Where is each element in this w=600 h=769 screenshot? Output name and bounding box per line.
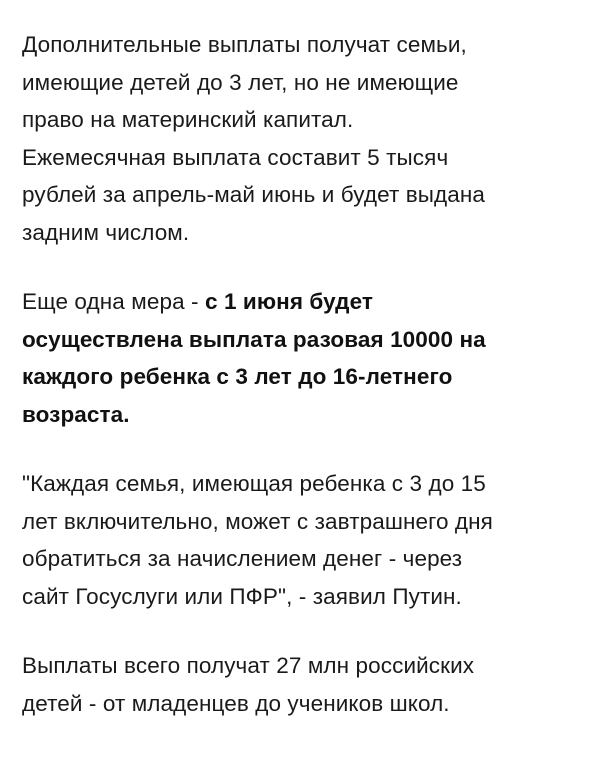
text-line: рублей за апрель-май июнь и будет выдана bbox=[22, 182, 486, 207]
text-line: лет включительно, может с завтрашнего дня bbox=[22, 508, 493, 534]
text-line: имеющие детей до 3 лет, но не имеющие bbox=[22, 69, 459, 95]
text-line: право на материнский капитал. bbox=[22, 107, 354, 132]
article-body bbox=[22, 26, 582, 754]
text-line: обратиться за начислением денег - через bbox=[22, 546, 463, 571]
text-line: сайт Госуслуги или ПФР", - заявил Путин. bbox=[22, 583, 462, 609]
text-line: "Каждая семья, имеющая ребенка с 3 до 15 bbox=[22, 471, 486, 496]
text-line: Дополнительные выплаты получат семьи, bbox=[22, 32, 467, 57]
paragraph-family-payments bbox=[22, 26, 582, 251]
text-line: Выплаты всего получат 27 млн российских bbox=[22, 653, 475, 678]
text-line: Ежемесячная выплата составит 5 тысяч bbox=[22, 144, 449, 170]
paragraph-recipients bbox=[22, 647, 582, 722]
text-line bbox=[22, 283, 582, 321]
bold-text: с 1 июня будет bbox=[204, 289, 374, 314]
paragraph-one-time-payment bbox=[22, 283, 582, 433]
bold-text-line: каждого ребенка с 3 лет до 16-летнего bbox=[22, 364, 453, 389]
bold-text-line: возраста. bbox=[22, 401, 130, 427]
bold-text-line: осуществлена выплата разовая 10000 на bbox=[22, 326, 486, 352]
plain-text: Еще одна мера - bbox=[22, 289, 205, 314]
paragraph-quote bbox=[22, 465, 582, 615]
text-line: задним числом. bbox=[22, 219, 190, 245]
text-line: детей - от младенцев до учеников школ. bbox=[22, 690, 450, 716]
